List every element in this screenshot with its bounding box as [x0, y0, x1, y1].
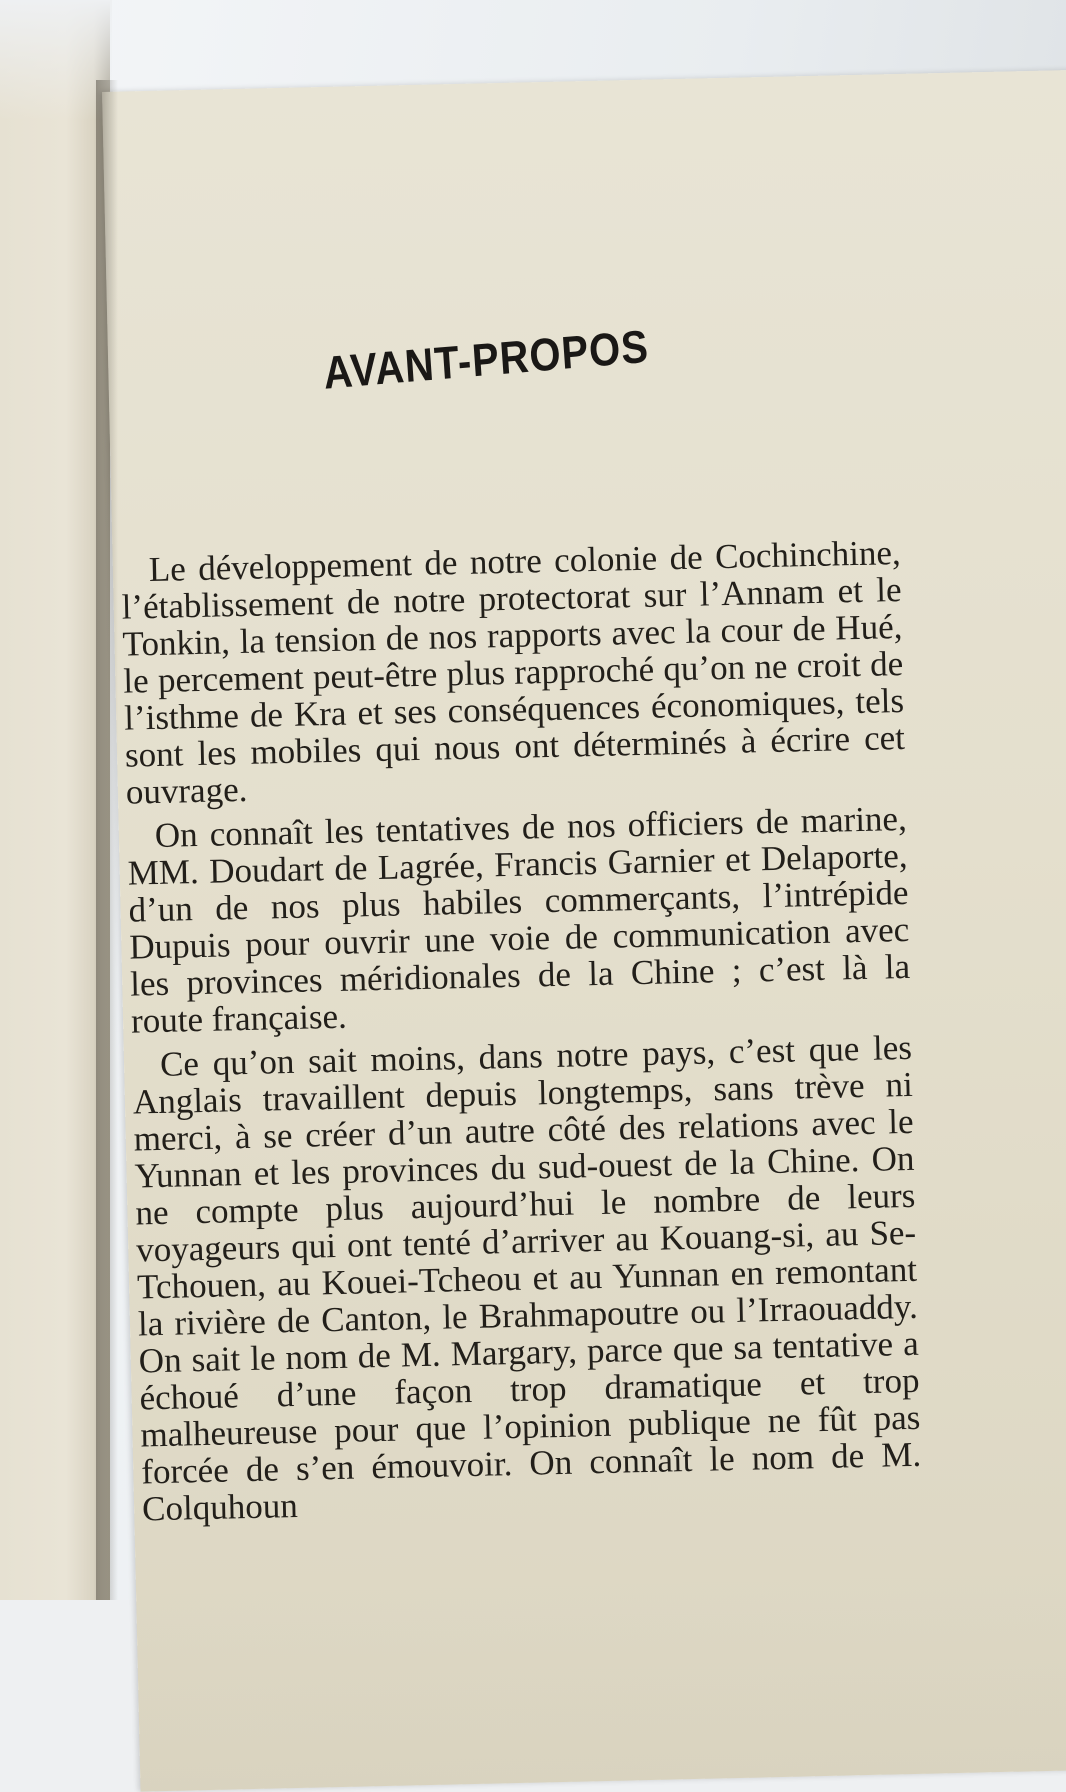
book-page — [102, 67, 1066, 1792]
gutter-shadow — [96, 80, 118, 1600]
paragraph-3: Ce qu’on sait moins, dans notre pays, c’est que les Anglais travaillent depuis longtemps, sans trève ni merci, à se créer d’un autre côté des relations avec le Yunnan et les provinces du sud-ouest de la Chine. On ne compte plus aujourd’hui le nombre de leurs voyageurs qui ont tenté d’arriver au Kouang-si, au Se-Tchouen, au Kouei-Tcheou et au Yunnan en remontant la rivière de Canton, le Brahmapoutre ou l’Irraouaddy. On sait le nom de M. Margary, parce que sa tentative a échoué d’une façon trop dramatique et trop malheureuse pour que l’opinion publique ne fût pas forcée de s’en émouvoir. On connaît le nom de M. Colquhoun — [132, 1027, 922, 1529]
paragraph-2: On connaît les tentatives de nos officiers de marine, MM. Doudart de Lagrée, Francis Garnier et Delaporte, d’un de nos plus habiles commerçants, l’intrépide Dupuis pour ouvrir une voie de communication avec les provinces méridionales de la Chine ; c’est là la route française. — [127, 798, 911, 1041]
left-page — [0, 0, 110, 1600]
page-heading: AVANT-PROPOS — [321, 321, 651, 400]
page-shading — [136, 1567, 1066, 1792]
paragraph-1: Le développement de notre colonie de Cochinchine, l’établissement de notre protectorat sur l’Annam et le Tonkin, la tension de nos rapports avec la cour de Hué, le percement peut-être plus rapproché qu’on ne croit de l’isthme de Kra et ses conséquences économiques, tels sont les mobiles qui nous ont déterminés à écrire cet ouvrage. — [121, 533, 906, 812]
page-body — [120, 534, 922, 1527]
